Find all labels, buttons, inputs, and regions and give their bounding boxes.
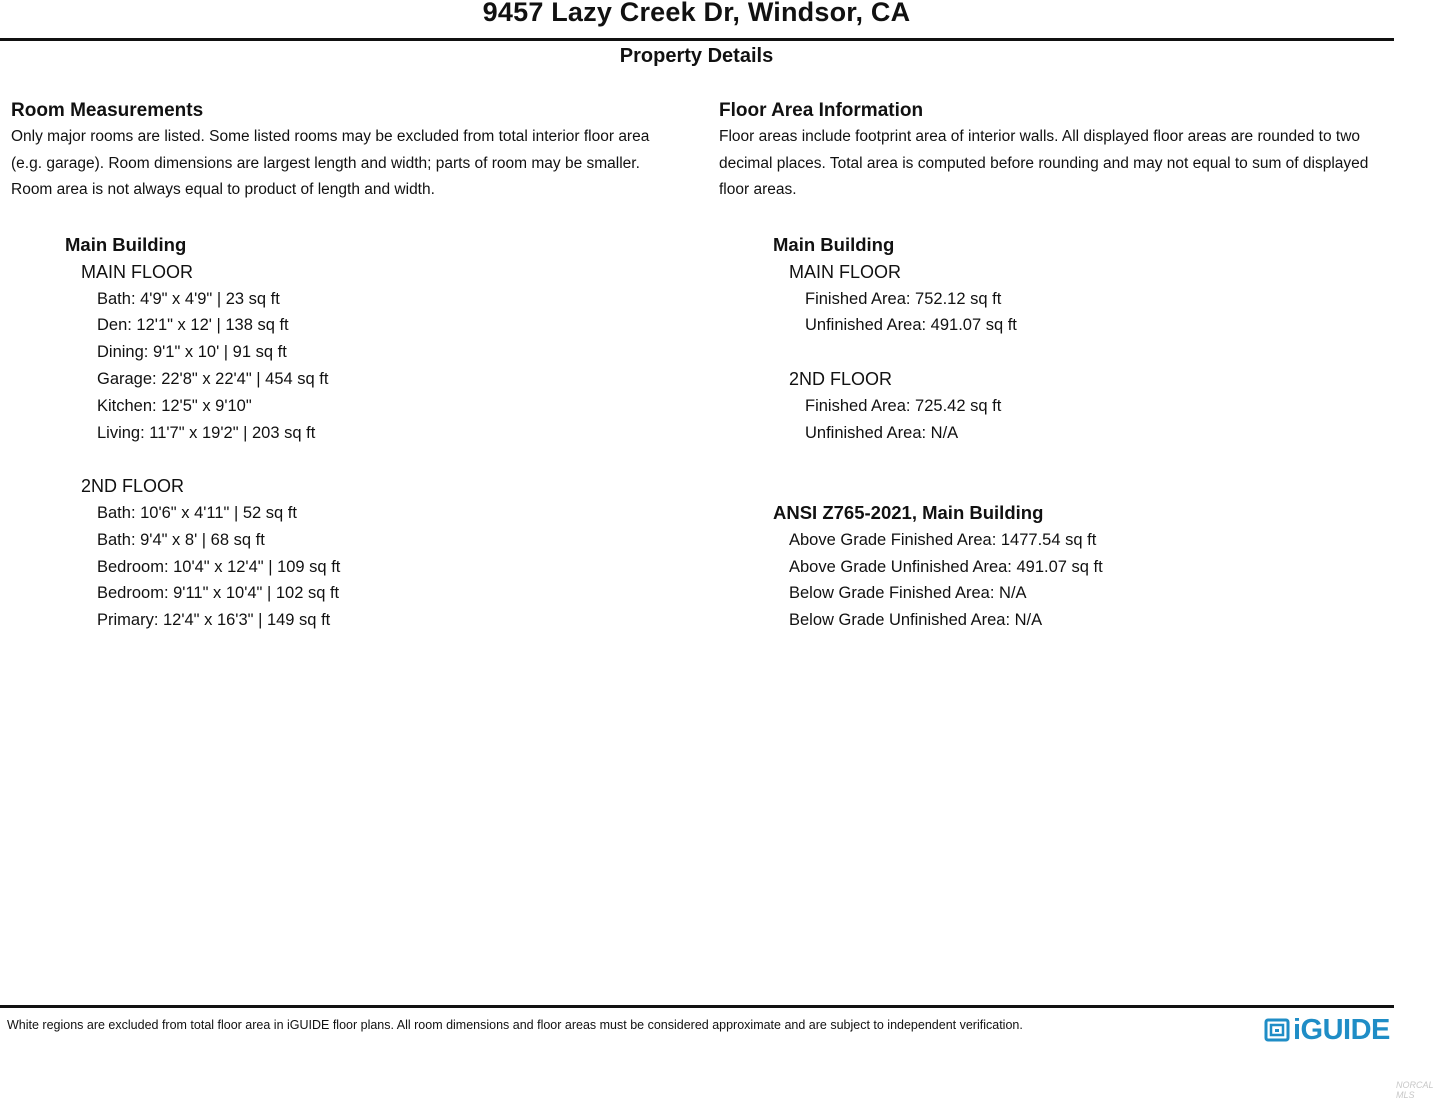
room-item: Bedroom: 9'11" x 10'4" | 102 sq ft [97, 584, 340, 603]
room-item: Garage: 22'8" x 22'4" | 454 sq ft [97, 369, 329, 388]
room-item: Bath: 9'4" x 8' | 68 sq ft [97, 530, 265, 549]
area-item: Finished Area: 752.12 sq ft [805, 289, 1002, 308]
area-item: Unfinished Area: N/A [805, 423, 959, 442]
room-item: Primary: 12'4" x 16'3" | 149 sq ft [97, 611, 331, 630]
room-item: Bath: 4'9" x 4'9" | 23 sq ft [97, 289, 280, 308]
ansi-item: Above Grade Finished Area: 1477.54 sq ft [789, 530, 1097, 549]
footer-divider [0, 1005, 1394, 1008]
page-subtitle: Property Details [619, 45, 774, 67]
iguide-logo [1264, 1012, 1390, 1048]
floor-name: MAIN FLOOR [81, 261, 194, 282]
description-line: Room area is not always equal to product of length and width. [11, 181, 435, 199]
ansi-item: Below Grade Finished Area: N/A [789, 584, 1027, 603]
room-item: Bedroom: 10'4" x 12'4" | 109 sq ft [97, 557, 341, 576]
room-measurements-description [11, 124, 691, 204]
area-item: Unfinished Area: 491.07 sq ft [805, 316, 1017, 335]
floor-name: 2ND FLOOR [789, 368, 893, 389]
room-list [65, 232, 340, 634]
ansi-item: Above Grade Unfinished Area: 491.07 sq ft [789, 557, 1103, 576]
iguide-logo-text: iGUIDE [1293, 1013, 1390, 1046]
floor-area-heading: Floor Area Information [719, 100, 924, 121]
description-line: floor areas. [719, 181, 797, 199]
description-line: decimal places. Total area is computed before rounding and may not equal to sum of displayed [719, 154, 1369, 172]
header-divider [0, 38, 1394, 41]
floor-name: 2ND FLOOR [81, 476, 185, 497]
ansi-item: Below Grade Unfinished Area: N/A [789, 611, 1043, 630]
mls-watermark [1396, 1080, 1434, 1100]
building-name: Main Building [773, 234, 895, 255]
description-line: Floor areas include footprint area of interior walls. All displayed floor areas are rounded to two [719, 128, 1361, 145]
building-name: Main Building [65, 234, 187, 255]
floor-area-section [719, 98, 1409, 204]
page-title: 9457 Lazy Creek Dr, Windsor, CA [482, 0, 911, 27]
description-line: (e.g. garage). Room dimensions are largest length and width; parts of room may be smaller. [11, 154, 640, 172]
room-measurements-section [11, 98, 691, 204]
floor-area-description [719, 124, 1409, 204]
watermark-line: NORCAL [1396, 1080, 1434, 1090]
room-item: Bath: 10'6" x 4'11" | 52 sq ft [97, 503, 297, 522]
room-measurements-heading: Room Measurements [11, 100, 204, 121]
watermark-line: MLS [1396, 1090, 1415, 1100]
room-item: Dining: 9'1" x 10' | 91 sq ft [97, 343, 287, 362]
footer-disclaimer: White regions are excluded from total floor area in iGUIDE floor plans. All room dimensions and floor areas must be considered approximate and are subject to independent verification. [7, 1018, 1023, 1032]
area-item: Finished Area: 725.42 sq ft [805, 396, 1002, 415]
room-item: Living: 11'7" x 19'2" | 203 sq ft [97, 423, 316, 442]
floor-name: MAIN FLOOR [789, 261, 902, 282]
room-item: Den: 12'1" x 12' | 138 sq ft [97, 316, 289, 335]
description-line: Only major rooms are listed. Some listed rooms may be excluded from total interior floor area [11, 128, 650, 145]
ansi-heading: ANSI Z765-2021, Main Building [773, 501, 1044, 523]
floor-area-list [773, 232, 1103, 634]
room-item: Kitchen: 12'5" x 9'10" [97, 396, 252, 415]
iguide-logo-icon [1264, 1017, 1290, 1043]
